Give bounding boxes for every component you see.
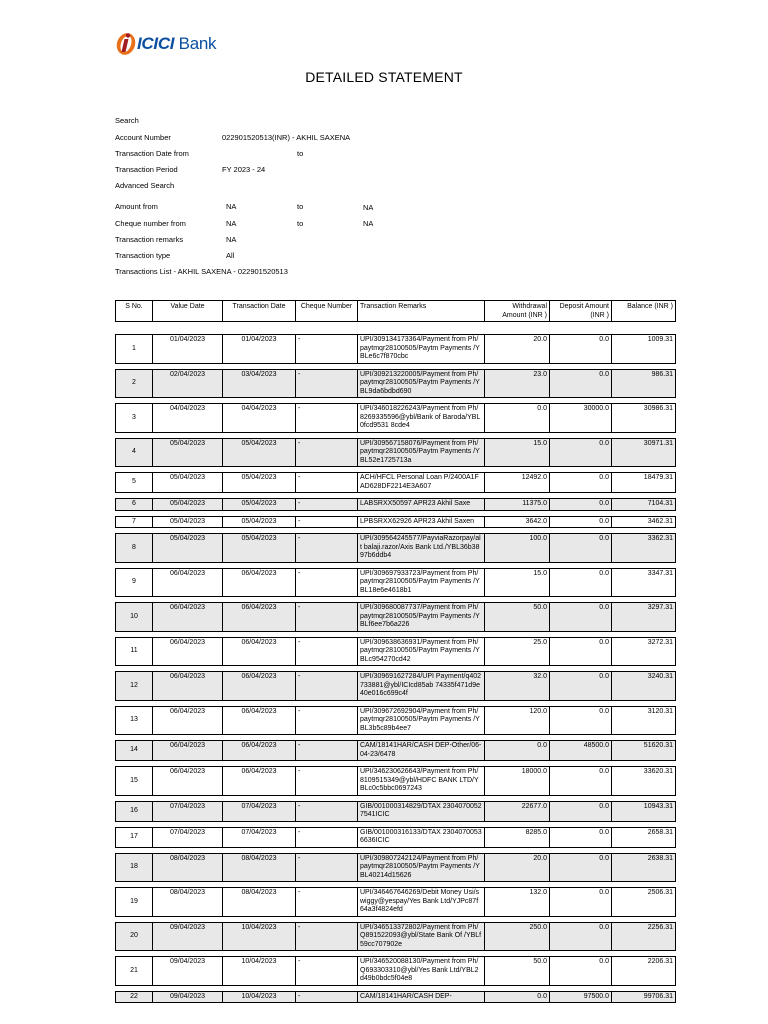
row-sno: 3 [116,404,153,433]
row-balance: 7104.31 [612,499,676,511]
period-label: Transaction Period [115,165,178,174]
row-remarks: LPBSRXX62926 APR23 Akhil Saxen [358,516,485,528]
row-cheque: - [296,369,358,398]
col-header-sno: S No. [116,301,153,322]
row-txn-date: 07/04/2023 [223,801,296,821]
row-sno: 15 [116,767,153,796]
table-row [116,672,676,701]
row-cheque: - [296,827,358,847]
row-sno: 17 [116,827,153,847]
cheque-from-value: NA [226,219,237,228]
table-row [116,957,676,986]
row-value-date: 06/04/2023 [153,706,223,735]
row-value-date: 07/04/2023 [153,801,223,821]
table-row [116,922,676,951]
row-balance: 3120.31 [612,706,676,735]
row-value-date: 04/04/2023 [153,404,223,433]
row-withdrawal: 23.0 [485,369,550,398]
row-withdrawal: 20.0 [485,853,550,882]
row-deposit: 0.0 [550,888,612,917]
icici-logo-icon [115,30,137,56]
row-balance: 2256.31 [612,922,676,951]
row-deposit: 0.0 [550,637,612,666]
row-balance: 30971.31 [612,438,676,467]
row-remarks: UPI/309691627284/UPI Payment/q402733881@ybl/ICIcd85ab 74335f471d9e40e016c699c4f [358,672,485,701]
row-remarks: LABSRXX50597 APR23 Akhil Saxe [358,499,485,511]
row-balance: 30986.31 [612,404,676,433]
row-remarks: UPI/309680087737/Payment from Ph/paytmqr28100505/Paytm Payments /YBLf6ee7b6a226 [358,603,485,632]
row-deposit: 0.0 [550,369,612,398]
row-balance: 3362.31 [612,534,676,563]
col-header-withdrawal: Withdrawal Amount (INR ) [485,301,550,322]
row-balance: 10943.31 [612,801,676,821]
table-row [116,637,676,666]
table-row [116,603,676,632]
row-remarks: UPI/346520088130/Payment from Ph/Q693303310@ybl/Yes Bank Ltd/YBL2d49b0bdc5f04e8 [358,957,485,986]
row-value-date: 01/04/2023 [153,335,223,364]
remarks-label: Transaction remarks [115,235,184,244]
row-withdrawal: 0.0 [485,741,550,761]
table-row [116,801,676,821]
row-deposit: 0.0 [550,568,612,597]
row-balance: 3347.31 [612,568,676,597]
row-txn-date: 06/04/2023 [223,637,296,666]
account-number-value: 022901520513(INR) - AKHIL SAXENA [222,133,351,142]
row-remarks: UPI/309672692904/Payment from Ph/paytmqr28100505/Paytm Payments /YBL3b5c89b4ee7 [358,706,485,735]
table-row [116,534,676,563]
row-withdrawal: 15.0 [485,568,550,597]
row-withdrawal: 12492.0 [485,473,550,493]
row-cheque: - [296,603,358,632]
row-deposit: 0.0 [550,827,612,847]
row-withdrawal: 15.0 [485,438,550,467]
row-deposit: 0.0 [550,957,612,986]
row-remarks: GIB/001000314829/DTAX 23040700527541ICIC [358,801,485,821]
period-value: FY 2023 - 24 [222,165,266,174]
row-txn-date: 07/04/2023 [223,827,296,847]
row-txn-date: 03/04/2023 [223,369,296,398]
account-number-label: Account Number [115,133,171,142]
row-balance: 3297.31 [612,603,676,632]
row-value-date: 06/04/2023 [153,603,223,632]
row-cheque: - [296,335,358,364]
row-remarks: UPI/309564245577/PayviaRazorpay/alt balaji.razor/Axis Bank Ltd./YBL36b3897b6ddb4 [358,534,485,563]
row-remarks: UPI/346513372802/Payment from Ph/Q891522093@ybl/State Bank Of /YBLf59cc707902e [358,922,485,951]
row-deposit: 0.0 [550,922,612,951]
row-value-date: 09/04/2023 [153,922,223,951]
row-cheque: - [296,672,358,701]
row-value-date: 09/04/2023 [153,991,223,1003]
cheque-from-label: Cheque number from [115,219,186,228]
row-deposit: 0.0 [550,516,612,528]
row-sno: 13 [116,706,153,735]
bank-logo [115,30,255,58]
row-withdrawal: 22677.0 [485,801,550,821]
table-row [116,568,676,597]
row-cheque: - [296,516,358,528]
row-txn-date: 05/04/2023 [223,473,296,493]
row-sno: 16 [116,801,153,821]
row-deposit: 0.0 [550,672,612,701]
row-remarks: UPI/309567158076/Payment from Ph/paytmqr28100505/Paytm Payments /YBL52e1725713a [358,438,485,467]
page-title: DETAILED STATEMENT [305,69,463,85]
row-cheque: - [296,957,358,986]
remarks-value: NA [226,235,237,244]
bank-name [137,34,216,54]
row-cheque: - [296,991,358,1003]
row-deposit: 0.0 [550,534,612,563]
row-cheque: - [296,888,358,917]
table-row [116,438,676,467]
row-balance: 986.31 [612,369,676,398]
row-sno: 11 [116,637,153,666]
row-withdrawal: 100.0 [485,534,550,563]
row-deposit: 0.0 [550,499,612,511]
row-sno: 20 [116,922,153,951]
row-sno: 8 [116,534,153,563]
col-header-deposit: Deposit Amount (INR ) [550,301,612,322]
row-withdrawal: 120.0 [485,706,550,735]
row-withdrawal: 32.0 [485,672,550,701]
row-sno: 14 [116,741,153,761]
row-balance: 1009.31 [612,335,676,364]
row-remarks: UPI/346467646269/Debit Money Usi/swiggy@yespay/Yes Bank Ltd/YJPc87f64a3f4824efd [358,888,485,917]
table-row [116,853,676,882]
row-withdrawal: 50.0 [485,603,550,632]
row-sno: 18 [116,853,153,882]
row-value-date: 05/04/2023 [153,516,223,528]
table-row [116,499,676,511]
row-remarks: UPI/309638636931/Payment from Ph/paytmqr28100505/Paytm Payments /YBLc954270cd42 [358,637,485,666]
row-deposit: 30000.0 [550,404,612,433]
row-value-date: 08/04/2023 [153,888,223,917]
row-txn-date: 06/04/2023 [223,767,296,796]
row-cheque: - [296,499,358,511]
col-header-txn-date: Transaction Date [223,301,296,322]
col-header-value-date: Value Date [153,301,223,322]
table-row [116,516,676,528]
row-deposit: 48500.0 [550,741,612,761]
row-withdrawal: 132.0 [485,888,550,917]
row-spacer [116,322,676,335]
row-value-date: 05/04/2023 [153,473,223,493]
row-sno: 10 [116,603,153,632]
table-row [116,741,676,761]
row-txn-date: 10/04/2023 [223,991,296,1003]
row-value-date: 07/04/2023 [153,827,223,847]
row-cheque: - [296,741,358,761]
row-balance: 18479.31 [612,473,676,493]
row-cheque: - [296,853,358,882]
row-value-date: 09/04/2023 [153,957,223,986]
row-deposit: 0.0 [550,335,612,364]
row-sno: 12 [116,672,153,701]
row-withdrawal: 8285.0 [485,827,550,847]
row-balance: 2506.31 [612,888,676,917]
table-row [116,767,676,796]
row-value-date: 05/04/2023 [153,534,223,563]
row-txn-date: 06/04/2023 [223,603,296,632]
row-txn-date: 05/04/2023 [223,499,296,511]
row-balance: 2658.31 [612,827,676,847]
search-label: Search [115,116,139,125]
row-remarks: GIB/001000316133/DTAX 23040700536636ICIC [358,827,485,847]
row-balance: 3272.31 [612,637,676,666]
row-value-date: 06/04/2023 [153,568,223,597]
row-withdrawal: 20.0 [485,335,550,364]
row-cheque: - [296,706,358,735]
row-txn-date: 10/04/2023 [223,957,296,986]
row-value-date: 06/04/2023 [153,767,223,796]
row-sno: 7 [116,516,153,528]
date-from-label: Transaction Date from [115,149,189,158]
row-txn-date: 01/04/2023 [223,335,296,364]
table-row [116,369,676,398]
row-withdrawal: 3642.0 [485,516,550,528]
row-deposit: 0.0 [550,767,612,796]
row-sno: 4 [116,438,153,467]
row-withdrawal: 18000.0 [485,767,550,796]
table-row [116,473,676,493]
row-txn-date: 06/04/2023 [223,741,296,761]
row-sno: 6 [116,499,153,511]
row-cheque: - [296,534,358,563]
table-row [116,991,676,1003]
row-deposit: 0.0 [550,706,612,735]
row-txn-date: 04/04/2023 [223,404,296,433]
row-balance: 51620.31 [612,741,676,761]
row-remarks: UPI/309697933723/Payment from Ph/paytmqr28100505/Paytm Payments /YBL18e6e4618b1 [358,568,485,597]
row-txn-date: 05/04/2023 [223,516,296,528]
col-header-remarks: Transaction Remarks [358,301,485,322]
row-remarks: CAM/18141HAR/CASH DEP-Other/06-04-23/6478 [358,741,485,761]
row-sno: 22 [116,991,153,1003]
row-remarks: UPI/346230626643/Payment from Ph/8109515349@ybl/HDFC BANK LTD/YBLc0c5bbc0697243 [358,767,485,796]
table-row [116,404,676,433]
amount-from-label: Amount from [115,202,158,211]
col-header-balance: Balance (INR ) [612,301,676,322]
row-sno: 19 [116,888,153,917]
row-sno: 9 [116,568,153,597]
row-balance: 2206.31 [612,957,676,986]
date-to-label: to [297,149,304,158]
row-value-date: 05/04/2023 [153,438,223,467]
row-sno: 21 [116,957,153,986]
row-remarks: CAM/18141HAR/CASH DEP- [358,991,485,1003]
row-value-date: 06/04/2023 [153,637,223,666]
cheque-to-label: to [297,219,304,228]
cheque-to-value: NA [363,219,374,228]
row-withdrawal: 11375.0 [485,499,550,511]
row-deposit: 0.0 [550,473,612,493]
row-remarks: ACH/HFCL Personal Loan P/2400A1FAD628DF2214E3A607 [358,473,485,493]
row-cheque: - [296,404,358,433]
table-row [116,335,676,364]
row-txn-date: 10/04/2023 [223,922,296,951]
col-header-cheque: Cheque Number [296,301,358,322]
bank-name-brand: ICICI [137,34,175,53]
row-cheque: - [296,473,358,493]
row-remarks: UPI/309134173364/Payment from Ph/paytmqr28100505/Paytm Payments /YBLe6c7f870cbc [358,335,485,364]
row-withdrawal: 0.0 [485,991,550,1003]
row-remarks: UPI/309213220005/Payment from Ph/paytmqr28100505/Paytm Payments /YBL9da6bdbd690 [358,369,485,398]
row-value-date: 02/04/2023 [153,369,223,398]
row-deposit: 0.0 [550,438,612,467]
bank-name-suffix: Bank [174,34,217,53]
table-row [116,827,676,847]
row-value-date: 06/04/2023 [153,672,223,701]
transactions-table [115,300,676,1003]
row-deposit: 0.0 [550,853,612,882]
row-cheque: - [296,767,358,796]
row-cheque: - [296,637,358,666]
table-header-row [116,301,676,322]
row-txn-date: 08/04/2023 [223,853,296,882]
row-txn-date: 06/04/2023 [223,672,296,701]
row-withdrawal: 25.0 [485,637,550,666]
row-withdrawal: 0.0 [485,404,550,433]
row-txn-date: 05/04/2023 [223,534,296,563]
row-txn-date: 06/04/2023 [223,568,296,597]
row-txn-date: 06/04/2023 [223,706,296,735]
advanced-search-label: Advanced Search [115,181,175,190]
table-row [116,706,676,735]
table-row [116,888,676,917]
row-cheque: - [296,922,358,951]
row-cheque: - [296,801,358,821]
txn-type-value: All [226,251,235,260]
row-value-date: 06/04/2023 [153,741,223,761]
row-balance: 3240.31 [612,672,676,701]
row-balance: 99706.31 [612,991,676,1003]
row-withdrawal: 50.0 [485,957,550,986]
row-value-date: 08/04/2023 [153,853,223,882]
amount-to-value: NA [363,203,374,212]
row-txn-date: 05/04/2023 [223,438,296,467]
row-balance: 2638.31 [612,853,676,882]
row-balance: 33620.31 [612,767,676,796]
table-body [116,322,676,1003]
row-spacer-cell [116,322,676,335]
row-sno: 5 [116,473,153,493]
amount-from-value: NA [226,202,237,211]
row-value-date: 05/04/2023 [153,499,223,511]
row-remarks: UPI/309807242124/Payment from Ph/paytmqr28100505/Paytm Payments /YBL40214d15626 [358,853,485,882]
row-cheque: - [296,438,358,467]
row-sno: 1 [116,335,153,364]
row-balance: 3462.31 [612,516,676,528]
row-sno: 2 [116,369,153,398]
txn-type-label: Transaction type [115,251,171,260]
row-cheque: - [296,568,358,597]
row-remarks: UPI/346018226243/Payment from Ph/8269335596@ybl/Bank of Baroda/YBL0fcd9531 8cde4 [358,404,485,433]
transactions-list-label: Transactions List - AKHIL SAXENA - 022901520513 [115,267,288,276]
row-txn-date: 08/04/2023 [223,888,296,917]
amount-to-label: to [297,202,304,211]
row-deposit: 97500.0 [550,991,612,1003]
row-deposit: 0.0 [550,603,612,632]
row-deposit: 0.0 [550,801,612,821]
row-withdrawal: 250.0 [485,922,550,951]
